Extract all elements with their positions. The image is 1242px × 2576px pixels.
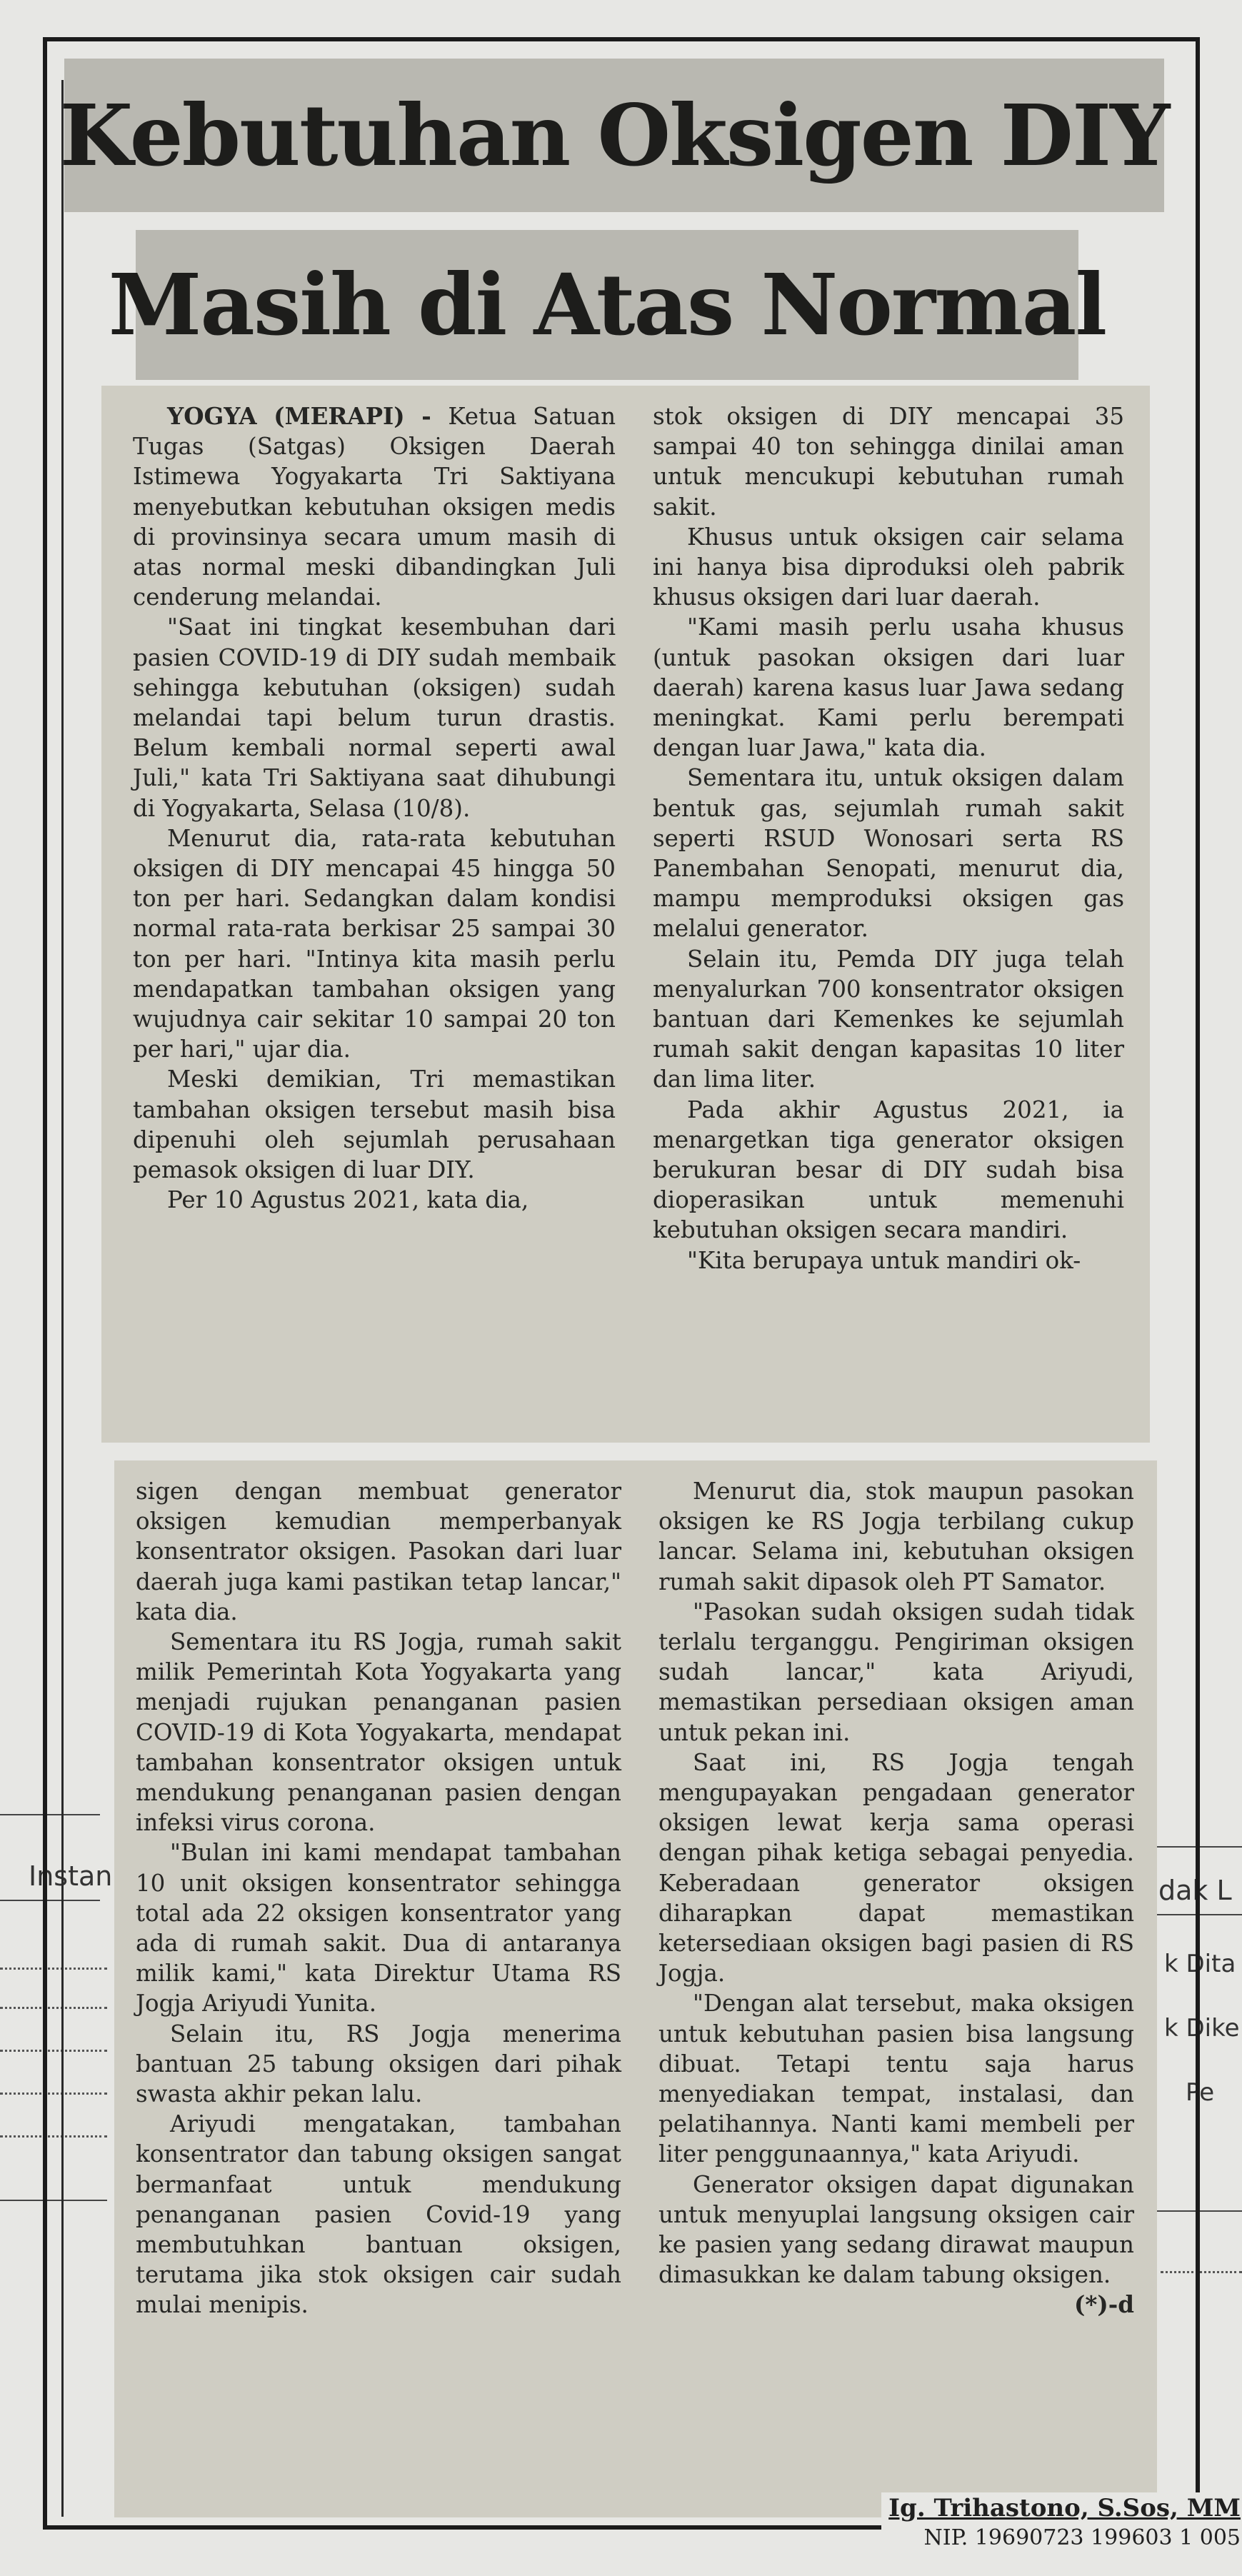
article-paragraph: Selain itu, Pemda DIY juga telah menyalurkan 700 konsentrator oksigen bantuan dari Kemenkes ke sejumlah rumah sakit dengan kapasitas 10 liter dan lima liter.: [653, 945, 1124, 1093]
article-paragraph: "Kita berupaya untuk mandiri ok-: [687, 1246, 1081, 1274]
article-text: Ketua Satuan Tugas (Satgas) Oksigen Daerah Istimewa Yogyakarta Tri Saktiyana menyebutkan kebutuhan oksigen medis di provinsinya secara umum masih di atas normal meski dibandingkan Juli cenderung melandai.: [133, 403, 616, 611]
article-paragraph: [658, 2170, 1134, 2319]
article-dateline: YOGYA (MERAPI) -: [167, 402, 449, 430]
article-paragraph: Selain itu, RS Jogja menerima bantuan 25 tabung oksigen dari pihak swasta akhir pekan lalu.: [136, 2020, 621, 2108]
article-clipping-bottom: [114, 1460, 1157, 2517]
article-paragraph: Saat ini, RS Jogja tengah mengupayakan pengadaan generator oksigen lewat kerja sama operasi dengan pihak ketiga sebagai penyedia. Keberadaan generator oksigen diharapkan dapat memastikan ketersediaan oksigen bagi pasien di RS Jogja.: [658, 1748, 1134, 1988]
article-credit: (*)-d: [1074, 2290, 1134, 2319]
signature-block: [881, 2492, 1241, 2552]
article-paragraph: Per 10 Agustus 2021, kata dia,: [167, 1186, 529, 1214]
article-column-left: [133, 401, 616, 1215]
article-paragraph: sigen dengan membuat generator oksigen kemudian memperbanyak konsentrator oksigen. Pasokan dari luar daerah juga kami pastikan tetap lancar," kata dia.: [136, 1478, 621, 1625]
article-column-right: [658, 1476, 1134, 2320]
signatory-name: Ig. Trihastono, S.Sos, MM: [881, 2492, 1241, 2524]
headline-line-1: Kebutuhan Oksigen DIY: [64, 59, 1164, 212]
article-paragraph: "Kami masih perlu usaha khusus (untuk pasokan oksigen dari luar daerah) karena kasus luar Jawa sedang meningkat. Kami perlu berempati dengan luar Jawa," kata dia.: [653, 613, 1124, 762]
form-label-right: dak L: [1158, 1875, 1232, 1906]
article-paragraph: Sementara itu RS Jogja, rumah sakit milik Pemerintah Kota Yogyakarta yang menjadi rujukan penanganan pasien COVID-19 di Kota Yogyakarta, mendapat tambahan konsentrator oksigen untuk mendukung penanganan pasien dengan infeksi virus corona.: [136, 1628, 621, 1837]
form-label-right: Pe: [1186, 2078, 1215, 2107]
article-paragraph: Menurut dia, stok maupun pasokan oksigen ke RS Jogja terbilang cukup lancar. Selama ini, kebutuhan oksigen rumah sakit dipasok oleh PT Samator.: [658, 1478, 1134, 1595]
article-column-right: [653, 401, 1124, 1276]
article-paragraph: "Dengan alat tersebut, maka oksigen untuk kebutuhan pasien bisa langsung dibuat. Tetapi tentu saja harus menyediakan tempat, instalasi, dan pelatihannya. Nanti kami membeli per liter penggunaannya," kata Ariyudi.: [658, 1990, 1134, 2168]
article-paragraph: "Saat ini tingkat kesembuhan dari pasien COVID-19 di DIY sudah membaik sehingga kebutuhan (oksigen) sudah melandai tapi belum turun drastis. Belum kembali normal seperti awal Juli," kata Tri Saktiyana saat dihubungi di Yogyakarta, Selasa (10/8).: [133, 613, 616, 822]
article-paragraph: Khusus untuk oksigen cair selama ini hanya bisa diproduksi oleh pabrik khusus oksigen dari luar daerah.: [653, 523, 1124, 611]
article-paragraph: Pada akhir Agustus 2021, ia menargetkan tiga generator oksigen berukuran besar di DIY sudah bisa dioperasikan untuk memenuhi kebutuhan oksigen secara mandiri.: [653, 1096, 1124, 1244]
form-label-right: k Dike: [1164, 2014, 1240, 2043]
article-text: Generator oksigen dapat digunakan untuk menyuplai langsung oksigen cair ke pasien yang sedang dirawat maupun dimasukkan ke dalam tabung oksigen.: [658, 2170, 1134, 2289]
article-paragraph: stok oksigen di DIY mencapai 35 sampai 40 ton sehingga dinilai aman untuk mencukupi kebutuhan rumah sakit.: [653, 403, 1124, 521]
signatory-nip: NIP. 19690723 199603 1 005: [881, 2524, 1241, 2552]
article-paragraph: [133, 401, 616, 612]
article-column-left: [136, 1476, 621, 2320]
article-paragraph: Menurut dia, rata-rata kebutuhan oksigen di DIY mencapai 45 hingga 50 ton per hari. Sedangkan dalam kondisi normal rata-rata berkisar 25 sampai 30 ton per hari. "Intinya kita masih perlu mendapatkan tambahan oksigen yang wujudnya cair sekitar 10 sampai 20 ton per hari," ujar dia.: [133, 824, 616, 1063]
article-paragraph: "Pasokan sudah oksigen sudah tidak terlalu terganggu. Pengiriman oksigen sudah lancar," kata Ariyudi, memastikan persediaan oksigen aman untuk pekan ini.: [658, 1598, 1134, 1746]
article-paragraph: "Bulan ini kami mendapat tambahan 10 unit oksigen konsentrator sehingga total ada 22 oksigen konsentrator yang ada di rumah sakit. Dua di antaranya milik kami," kata Direktur Utama RS Jogja Ariyudi Yunita.: [136, 1839, 621, 2018]
article-paragraph: Ariyudi mengatakan, tambahan konsentrator dan tabung oksigen sangat bermanfaat untuk mendukung penanganan pasien Covid-19 yang membutuhkan bantuan oksigen, terutama jika stok oksigen cair sudah mulai menipis.: [136, 2110, 621, 2319]
headline-line-2: Masih di Atas Normal: [136, 230, 1078, 380]
article-paragraph: Sementara itu, untuk oksigen dalam bentuk gas, sejumlah rumah sakit seperti RSUD Wonosari serta RS Panembahan Senopati, menurut dia, mampu memproduksi oksigen gas melalui generator.: [653, 764, 1124, 943]
article-clipping-top: [101, 386, 1150, 1443]
form-label-left: Instan: [29, 1860, 113, 1892]
article-paragraph: Meski demikian, Tri memastikan tambahan oksigen tersebut masih bisa dipenuhi oleh sejumlah perusahaan pemasok oksigen di luar DIY.: [133, 1066, 616, 1184]
form-label-right: k Dita: [1164, 1950, 1236, 1978]
